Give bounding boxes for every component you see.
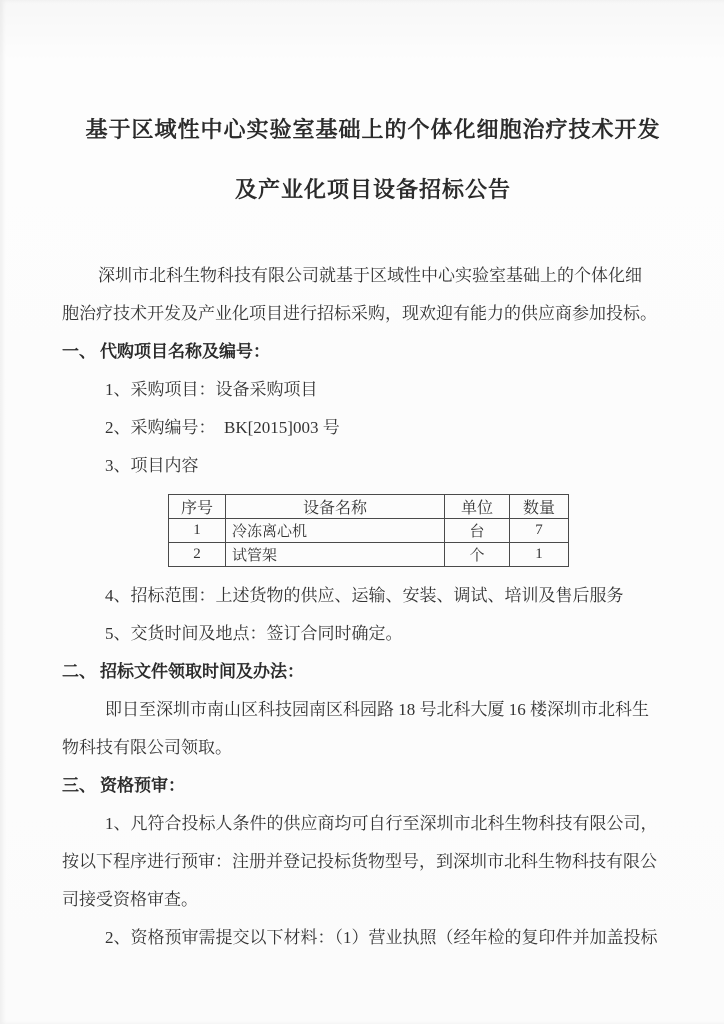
section-2-heading-text: 招标文件领取时间及办法：: [100, 662, 304, 681]
section-2-body-line-2: 物科技有限公司领取。: [62, 738, 232, 757]
table-header-unit: 单位: [445, 495, 510, 519]
section-3-item-1-line-3: 司接受资格审查。: [62, 890, 198, 909]
section-1-heading: [62, 333, 684, 371]
table-cell-index: 2: [169, 543, 226, 567]
section-2-heading: [62, 653, 684, 691]
table-header-name: 设备名称: [226, 495, 445, 519]
section-1-number: 一、: [62, 342, 96, 361]
table-cell-name: 试管架: [226, 543, 445, 567]
table-cell-quantity: 7: [510, 519, 569, 543]
document-title-line-2: 及产业化项目设备招标公告: [234, 177, 511, 202]
table-row: [169, 519, 569, 543]
section-2-body-line-1: 即日至深圳市南山区科技园南区科园路 18 号北科大厦 16 楼深圳市北科生: [105, 700, 649, 719]
section-1-item-2: 2、采购编号： BK[2015]003 号: [105, 418, 340, 437]
section-3-heading-text: 资格预审：: [100, 776, 185, 795]
intro-paragraph: [62, 257, 684, 333]
section-2-number: 二、: [62, 662, 96, 681]
section-1-heading-text: 代购项目名称及编号：: [100, 342, 270, 361]
section-1-item-5: 5、交货时间及地点：签订合同时确定。: [105, 624, 403, 643]
section-3-number: 三、: [62, 776, 96, 795]
table-header-quantity: 数量: [510, 495, 569, 519]
intro-line-1: 深圳市北科生物科技有限公司就基于区域性中心实验室基础上的个体化细: [98, 266, 642, 285]
table-cell-name: 冷冻离心机: [226, 519, 445, 543]
section-3-item-1-line-1: 1、凡符合投标人条件的供应商均可自行至深圳市北科生物科技有限公司，: [105, 814, 658, 833]
table-row: [169, 543, 569, 567]
table-header-index: 序号: [169, 495, 226, 519]
table-cell-unit: 个: [445, 543, 510, 567]
table-cell-index: 1: [169, 519, 226, 543]
intro-line-2: 胞治疗技术开发及产业化项目进行招标采购，现欢迎有能力的供应商参加投标。: [62, 304, 657, 323]
equipment-table: [168, 494, 569, 567]
section-3-item-1-line-2: 按以下程序进行预审：注册并登记投标货物型号，到深圳市北科生物科技有限公: [62, 852, 657, 871]
table-cell-unit: 台: [445, 519, 510, 543]
document-title-line-1: 基于区域性中心实验室基础上的个体化细胞治疗技术开发: [85, 117, 661, 142]
table-header-row: [169, 495, 569, 519]
section-3-item-2-line-1: 2、资格预审需提交以下材料：（1）营业执照（经年检的复印件并加盖投标: [105, 928, 658, 947]
section-1-item-3: 3、项目内容: [105, 456, 199, 475]
section-3-heading: [62, 767, 684, 805]
table-cell-quantity: 1: [510, 543, 569, 567]
section-1-item-4: 4、招标范围：上述货物的供应、运输、安装、调试、培训及售后服务: [105, 586, 624, 605]
section-1-item-1: 1、采购项目：设备采购项目: [105, 380, 318, 399]
